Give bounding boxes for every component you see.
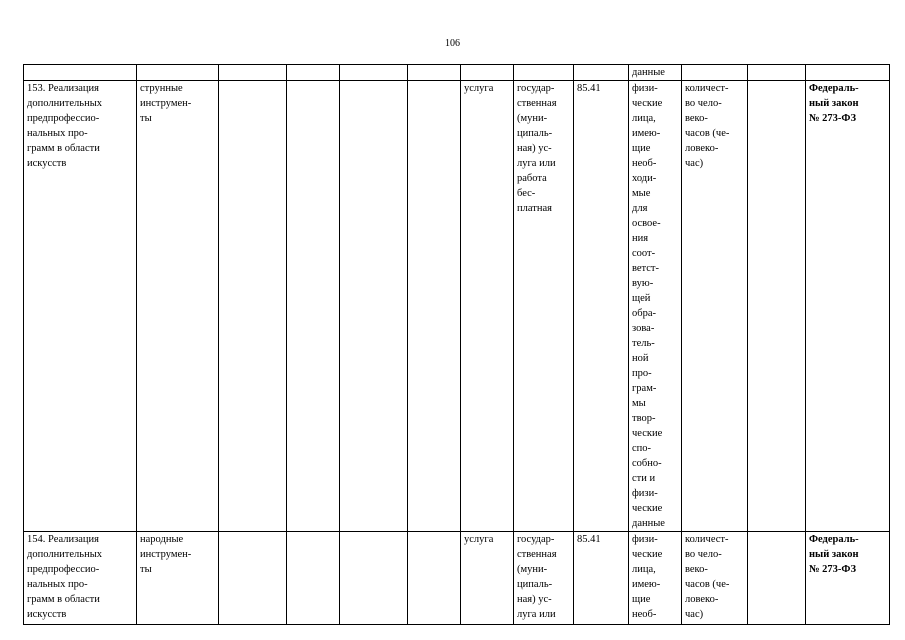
consumers-cell: физи- ческие лица, имею- щие необ- ходи- мые для освое- ния соот- ветст- вую- щей обра- зова- тель- ной про- грам- мы твор- ческие спо- собно- сти и физи- ческие данные bbox=[629, 81, 682, 532]
table-cell bbox=[748, 532, 806, 625]
table-cell bbox=[806, 65, 890, 81]
table-cell bbox=[408, 81, 461, 532]
table-cell bbox=[287, 81, 340, 532]
legal-basis-cell: Федераль- ный закон № 273-ФЗ bbox=[806, 81, 890, 532]
table-row bbox=[24, 81, 890, 532]
table-row bbox=[24, 532, 890, 625]
table-cell bbox=[219, 532, 287, 625]
table-cell bbox=[287, 65, 340, 81]
volume-indicator-cell: количест- во чело- веко- часов (че- ловеко- час) bbox=[682, 81, 748, 532]
volume-indicator-cell: количест- во чело- веко- часов (че- ловеко- час) bbox=[682, 532, 748, 625]
service-type-cell: услуга bbox=[461, 81, 514, 532]
table-cell bbox=[514, 65, 574, 81]
legal-basis-cell: Федераль- ный закон № 273-ФЗ bbox=[806, 532, 890, 625]
table-cell bbox=[574, 65, 629, 81]
table-cell bbox=[340, 532, 408, 625]
service-content-cell: народные инструмен- ты bbox=[137, 532, 219, 625]
table-cell bbox=[137, 65, 219, 81]
table-cell bbox=[340, 81, 408, 532]
payment-cell: государ- ственная (муни- ципаль- ная) ус- луга или bbox=[514, 532, 574, 625]
table-cell bbox=[682, 65, 748, 81]
okved-cell: 85.41 bbox=[574, 532, 629, 625]
okved-cell: 85.41 bbox=[574, 81, 629, 532]
payment-cell: государ- ственная (муни- ципаль- ная) ус- луга или работа бес- платная bbox=[514, 81, 574, 532]
table-cell bbox=[748, 81, 806, 532]
service-name-cell: 153. Реализация дополнительных предпрофессио- нальных про- грамм в области искусств bbox=[24, 81, 137, 532]
service-registry-table bbox=[23, 64, 890, 625]
table-cell bbox=[408, 532, 461, 625]
table-cell bbox=[219, 81, 287, 532]
consumers-cell: физи- ческие лица, имею- щие необ- bbox=[629, 532, 682, 625]
table-cell bbox=[340, 65, 408, 81]
service-name-cell: 154. Реализация дополнительных предпрофессио- нальных про- грамм в области искусств bbox=[24, 532, 137, 625]
table-cell bbox=[219, 65, 287, 81]
table-cell bbox=[408, 65, 461, 81]
table-cell bbox=[287, 532, 340, 625]
table-cell bbox=[24, 65, 137, 81]
table-cell bbox=[748, 65, 806, 81]
service-content-cell: струнные инструмен- ты bbox=[137, 81, 219, 532]
table-cell: данные bbox=[629, 65, 682, 81]
table-row bbox=[24, 65, 890, 81]
table-cell bbox=[461, 65, 514, 81]
service-type-cell: услуга bbox=[461, 532, 514, 625]
page-number: 106 bbox=[445, 38, 460, 49]
